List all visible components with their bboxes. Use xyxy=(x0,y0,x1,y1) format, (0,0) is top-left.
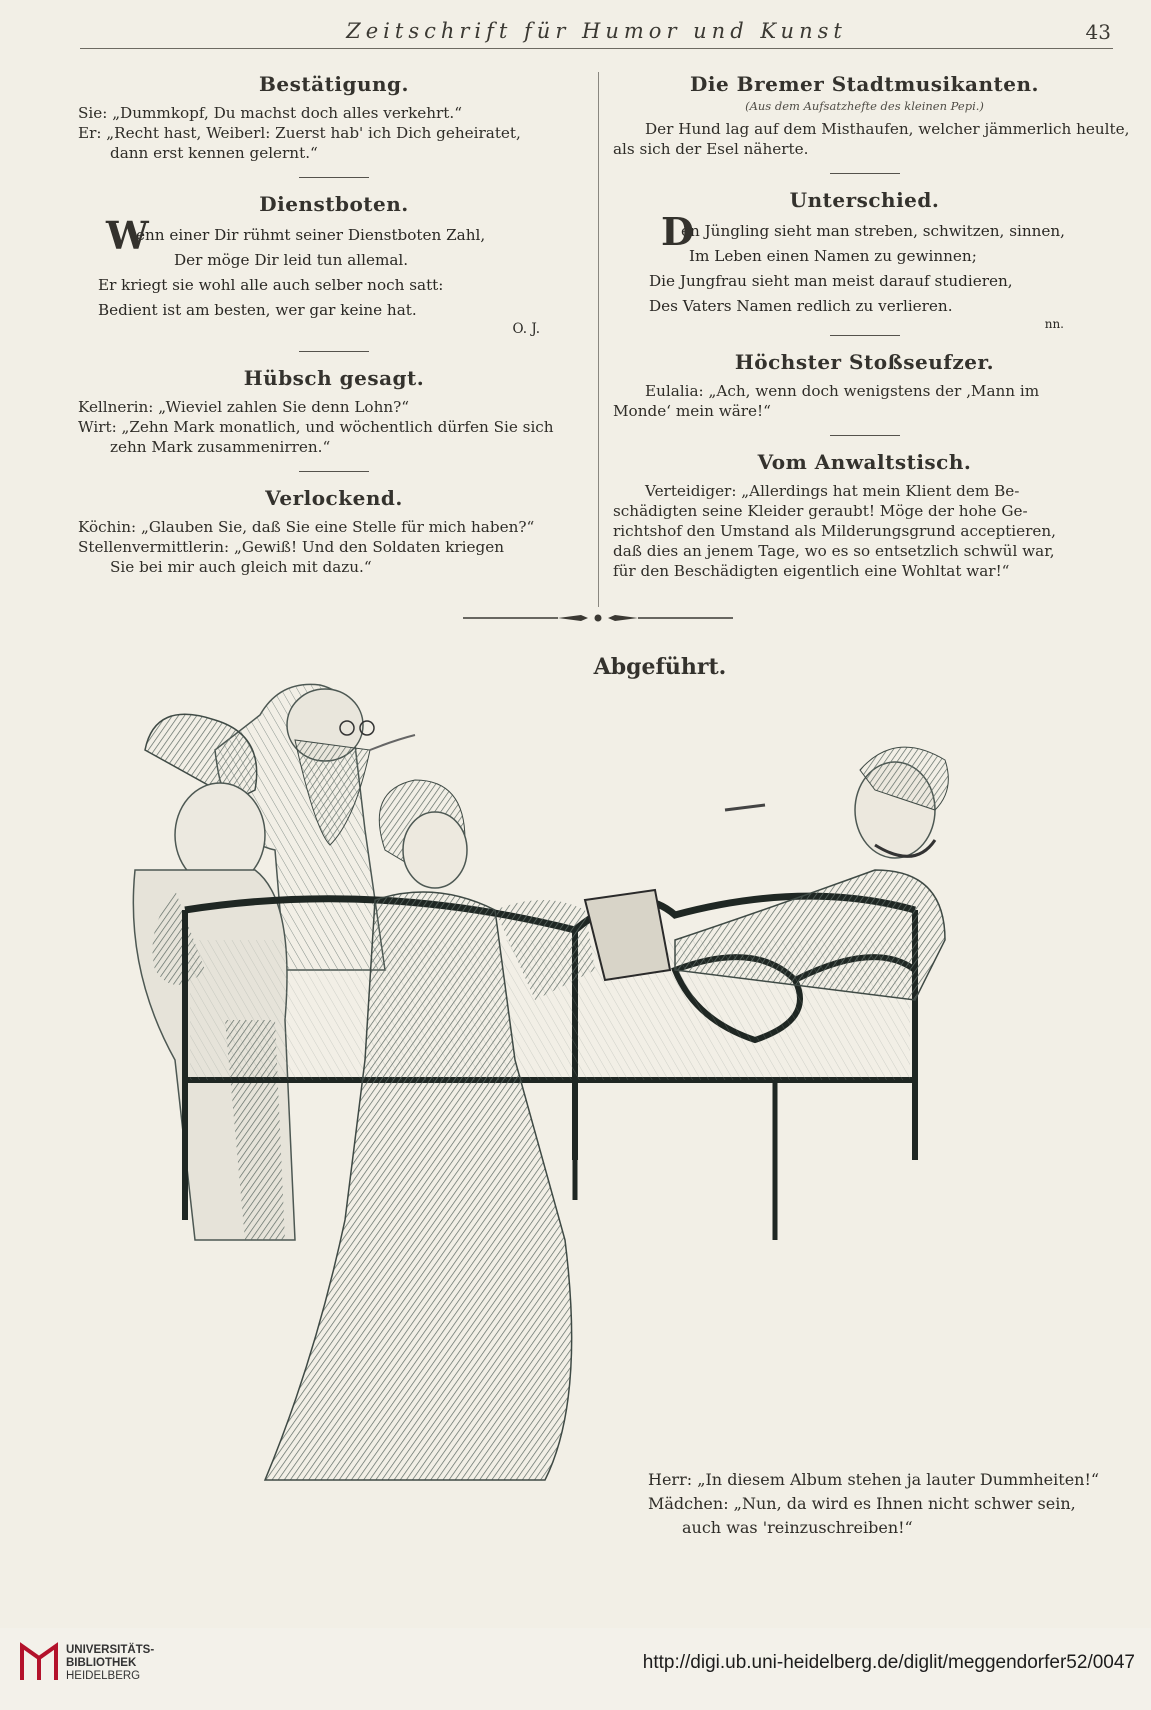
poem-line: Die Jungfrau sieht man meist darauf studieren, xyxy=(649,272,1013,290)
caption-line: Mädchen: „Nun, da wird es Ihnen nicht schwer sein, xyxy=(648,1494,1076,1513)
page-number: 43 xyxy=(1085,20,1111,44)
text-line: zehn Mark zusammenirren.“ xyxy=(110,438,331,456)
text-line: Verteidiger: „Allerdings hat mein Klient dem Be- xyxy=(645,482,1020,500)
poem-line: enn einer Dir rühmt seiner Dienstboten Zahl, xyxy=(136,226,486,244)
section-verlockend xyxy=(78,486,590,577)
section-bestaetigung xyxy=(78,72,590,163)
gentleman-figure xyxy=(585,747,948,1000)
right-column xyxy=(613,64,1130,581)
section-subtitle: (Aus dem Aufsatzhefte des kleinen Pepi.) xyxy=(745,99,984,113)
library-logo-icon xyxy=(18,1642,60,1684)
caption-line: Herr: „In diesem Album stehen ja lauter Dummheiten!“ xyxy=(648,1470,1100,1489)
signature: O. J. xyxy=(512,321,540,337)
separator xyxy=(299,471,369,472)
section-title: Die Bremer Stadtmusikanten. xyxy=(690,72,1039,96)
text-line: Monde‘ mein wäre!“ xyxy=(613,402,771,420)
separator xyxy=(830,435,900,436)
poem-line: Im Leben einen Namen zu gewinnen; xyxy=(689,247,977,265)
running-head xyxy=(80,14,1113,49)
text-line: schädigten seine Kleider geraubt! Möge der hohe Ge- xyxy=(613,502,1028,520)
text-line: als sich der Esel näherte. xyxy=(613,140,809,158)
library-name-line: HEIDELBERG xyxy=(66,1670,141,1682)
poem-line: en Jüngling sieht man streben, schwitzen, sinnen, xyxy=(681,222,1066,240)
section-title: Bestätigung. xyxy=(259,72,409,96)
poem-line: Er kriegt sie wohl alle auch selber noch satt: xyxy=(98,276,444,294)
separator xyxy=(299,177,369,178)
text-line: Wirt: „Zehn Mark monatlich, und wöchentlich dürfen Sie sich xyxy=(78,418,554,436)
text-line: dann erst kennen gelernt.“ xyxy=(110,144,318,162)
separator xyxy=(299,351,369,352)
text-line: Sie: „Dummkopf, Du machst doch alles verkehrt.“ xyxy=(78,104,462,122)
caption-line: auch was 'reinzuschreiben!“ xyxy=(682,1518,913,1537)
library-name-line: BIBLIOTHEK xyxy=(66,1657,137,1669)
poem-line: Des Vaters Namen redlich zu verlieren. xyxy=(649,297,953,315)
dropcap: D xyxy=(661,209,694,254)
section-anwaltstisch xyxy=(613,450,1116,581)
library-name-line: UNIVERSITÄTS- xyxy=(66,1644,155,1656)
running-title: Zeitschrift für Humor und Kunst xyxy=(346,19,847,43)
cartoon-illustration xyxy=(115,640,1125,1520)
text-line: Der Hund lag auf dem Misthaufen, welcher jämmerlich heulte, xyxy=(645,120,1130,138)
text-line: Eulalia: „Ach, wenn doch wenigstens der ‚Mann im xyxy=(645,382,1040,400)
text-line: Köchin: „Glauben Sie, daß Sie eine Stelle für mich haben?“ xyxy=(78,518,535,536)
text-line: Er: „Recht hast, Weiberl: Zuerst hab' ich Dich geheiratet, xyxy=(78,124,521,142)
section-stossseufzer xyxy=(613,350,1116,421)
separator xyxy=(830,173,900,174)
poem-line: Der möge Dir leid tun allemal. xyxy=(174,251,409,269)
poem xyxy=(78,213,590,323)
signature: nn. xyxy=(1044,317,1064,331)
section-dienstboten xyxy=(78,192,590,337)
left-column xyxy=(78,64,590,577)
text-line: Stellenvermittlerin: „Gewiß! Und den Soldaten kriegen xyxy=(78,538,505,556)
footer xyxy=(0,1628,1151,1710)
separator xyxy=(830,335,900,336)
text-line: für den Beschädigten eigentlich eine Wohltat war!“ xyxy=(613,562,1010,580)
cartoon-title: Abgeführt. xyxy=(593,654,727,680)
text-line: richtshof den Umstand als Milderungsgrund acceptieren, xyxy=(613,522,1057,540)
cartoon-caption xyxy=(648,1468,1128,1540)
section-title: Verlockend. xyxy=(265,486,403,510)
section-title: Dienstboten. xyxy=(259,192,409,216)
text-line: daß dies an jenem Tage, wo es so entsetzlich schwül war, xyxy=(613,542,1055,560)
section-bremer-stadtmusikanten xyxy=(613,72,1130,159)
poem-line: Bedient ist am besten, wer gar keine hat. xyxy=(98,301,417,319)
section-unterschied xyxy=(613,188,1116,331)
poem xyxy=(613,209,1116,319)
text-line: Kellnerin: „Wieviel zahlen Sie denn Lohn?“ xyxy=(78,398,410,416)
section-title: Hübsch gesagt. xyxy=(243,366,425,390)
ornament-divider xyxy=(463,612,733,624)
section-title: Höchster Stoßseufzer. xyxy=(734,350,995,374)
section-huebsch-gesagt xyxy=(78,366,590,457)
text-line: Sie bei mir auch gleich mit dazu.“ xyxy=(110,558,372,576)
column-divider xyxy=(598,72,599,607)
section-title: Vom Anwaltstisch. xyxy=(757,450,972,474)
library-name xyxy=(66,1644,154,1683)
section-title: Unterschied. xyxy=(789,188,940,212)
source-url-link[interactable]: http://digi.ub.uni-heidelberg.de/diglit/meggendorfer52/0047 xyxy=(642,1652,1135,1673)
dropcap: W xyxy=(106,213,149,258)
